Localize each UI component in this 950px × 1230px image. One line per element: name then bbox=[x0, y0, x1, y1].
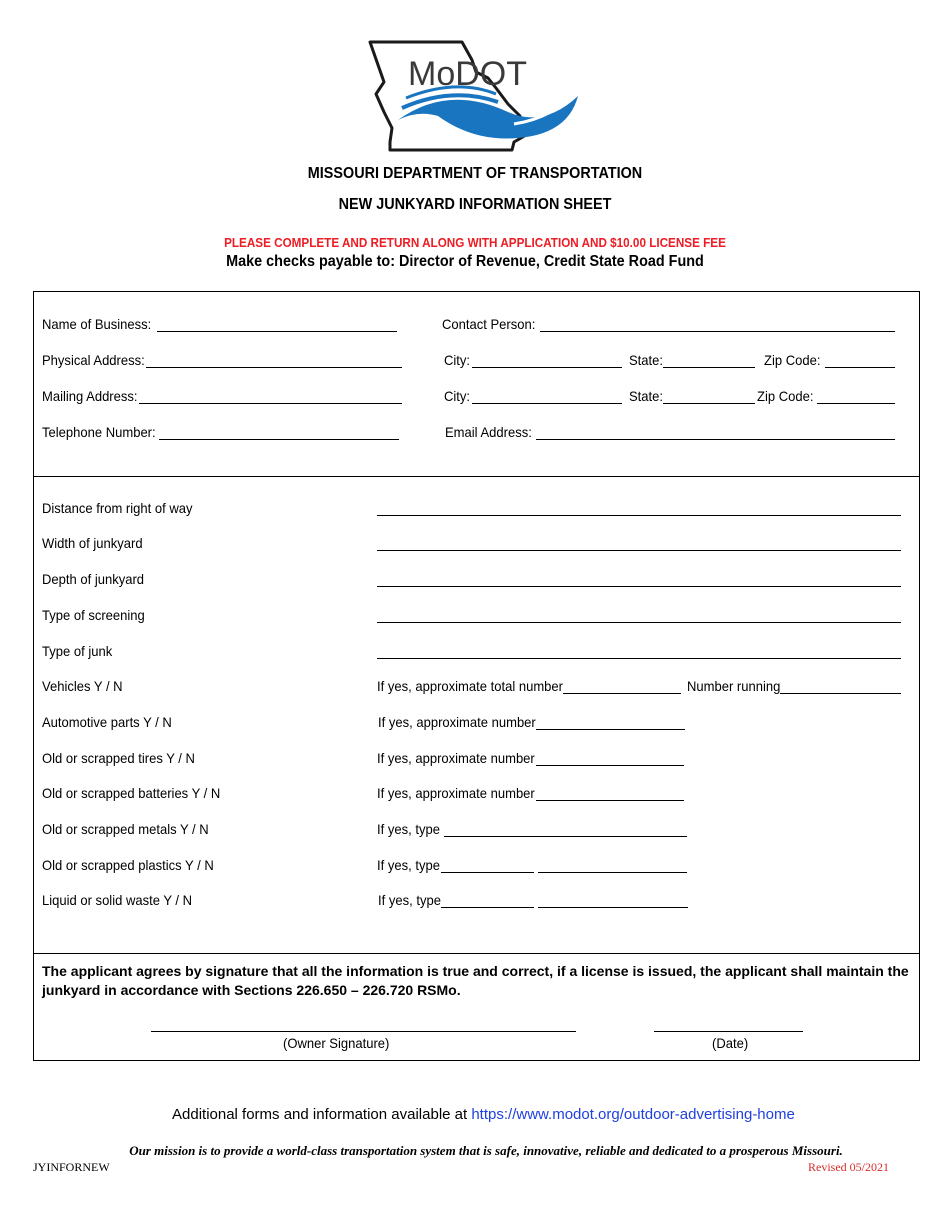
plastics-type-field-1[interactable] bbox=[441, 872, 534, 873]
mailing-city-field[interactable] bbox=[472, 403, 622, 404]
screening-label: Type of screening bbox=[42, 607, 145, 623]
mailing-zip-label: Zip Code: bbox=[757, 388, 814, 404]
junk-type-field[interactable] bbox=[377, 658, 901, 659]
additional-info bbox=[172, 1106, 795, 1123]
distance-field[interactable] bbox=[377, 515, 901, 516]
mailing-city-label: City: bbox=[444, 388, 471, 404]
distance-label: Distance from right of way bbox=[42, 500, 193, 516]
vehicles-running-label: Number running bbox=[687, 678, 781, 694]
physical-zip-label: Zip Code: bbox=[764, 352, 821, 368]
business-name-label: Name of Business: bbox=[42, 316, 152, 332]
vehicles-running-field[interactable] bbox=[780, 693, 901, 694]
physical-address-field[interactable] bbox=[146, 367, 402, 368]
agreement-text: The applicant agrees by signature that all the information is true and correct, if a license is issued, the applicant shall maintain the junkyard in accordance with Sections 226.650 – 226.720 RSMo. bbox=[42, 963, 909, 998]
parts-approx-label: If yes, approximate number bbox=[378, 714, 536, 730]
form-title: NEW JUNKYARD INFORMATION SHEET bbox=[338, 196, 612, 213]
depth-label: Depth of junkyard bbox=[42, 571, 145, 587]
waste-type-field-1[interactable] bbox=[441, 907, 534, 908]
batteries-approx-field[interactable] bbox=[536, 800, 684, 801]
mailing-state-label: State: bbox=[629, 388, 664, 404]
screening-field[interactable] bbox=[377, 622, 901, 623]
email-label: Email Address: bbox=[445, 424, 532, 440]
tires-approx-label: If yes, approximate number bbox=[377, 750, 535, 766]
metals-label: Old or scrapped metals Y / N bbox=[42, 821, 209, 837]
business-name-field[interactable] bbox=[157, 331, 397, 332]
form-code: JYINFORNEW bbox=[33, 1160, 110, 1174]
metals-type-field[interactable] bbox=[444, 836, 687, 837]
physical-city-label: City: bbox=[444, 352, 471, 368]
mailing-zip-field[interactable] bbox=[817, 403, 895, 404]
date-field[interactable] bbox=[654, 1031, 803, 1032]
payable-to: Make checks payable to: Director of Revenue, Credit State Road Fund bbox=[226, 253, 704, 270]
waste-label: Liquid or solid waste Y / N bbox=[42, 892, 193, 908]
email-field[interactable] bbox=[536, 439, 895, 440]
physical-state-field[interactable] bbox=[663, 367, 755, 368]
physical-state-label: State: bbox=[629, 352, 664, 368]
parts-approx-field[interactable] bbox=[536, 729, 685, 730]
plastics-label: Old or scrapped plastics Y / N bbox=[42, 857, 214, 873]
vehicles-total-field[interactable] bbox=[563, 693, 681, 694]
fee-notice: PLEASE COMPLETE AND RETURN ALONG WITH APPLICATION AND $10.00 LICENSE FEE bbox=[224, 235, 726, 250]
metals-type-label: If yes, type bbox=[377, 821, 440, 837]
width-field[interactable] bbox=[377, 550, 901, 551]
depth-field[interactable] bbox=[377, 586, 901, 587]
revision-date: Revised 05/2021 bbox=[808, 1160, 889, 1174]
physical-address-label: Physical Address: bbox=[42, 352, 145, 368]
batteries-approx-label: If yes, approximate number bbox=[377, 785, 535, 801]
telephone-label: Telephone Number: bbox=[42, 424, 156, 440]
tires-approx-field[interactable] bbox=[536, 765, 684, 766]
contact-person-label: Contact Person: bbox=[442, 316, 536, 332]
waste-type-label: If yes, type bbox=[378, 892, 441, 908]
physical-city-field[interactable] bbox=[472, 367, 622, 368]
owner-signature-field[interactable] bbox=[151, 1031, 576, 1032]
width-label: Width of junkyard bbox=[42, 535, 143, 551]
vehicles-label: Vehicles Y / N bbox=[42, 678, 123, 694]
vehicles-total-label: If yes, approximate total number bbox=[377, 678, 563, 694]
additional-info-text: Additional forms and information available at bbox=[172, 1106, 468, 1123]
mission-statement: Our mission is to provide a world-class transportation system that is safe, innovative, reliable and dedicated to a prosperous Missouri. bbox=[129, 1143, 843, 1158]
owner-signature-label: (Owner Signature) bbox=[283, 1035, 390, 1051]
logo-wordmark: MoDOT bbox=[408, 55, 527, 93]
date-label: (Date) bbox=[712, 1035, 749, 1051]
plastics-type-label: If yes, type bbox=[377, 857, 440, 873]
tires-label: Old or scrapped tires Y / N bbox=[42, 750, 195, 766]
mailing-address-label: Mailing Address: bbox=[42, 388, 138, 404]
waste-type-field-2[interactable] bbox=[538, 907, 688, 908]
batteries-label: Old or scrapped batteries Y / N bbox=[42, 785, 221, 801]
physical-zip-field[interactable] bbox=[825, 367, 895, 368]
mailing-address-field[interactable] bbox=[139, 403, 402, 404]
mailing-state-field[interactable] bbox=[663, 403, 755, 404]
department-title: MISSOURI DEPARTMENT OF TRANSPORTATION bbox=[307, 165, 643, 182]
telephone-field[interactable] bbox=[159, 439, 399, 440]
junk-type-label: Type of junk bbox=[42, 643, 113, 659]
contact-person-field[interactable] bbox=[540, 331, 895, 332]
wave-1 bbox=[398, 96, 578, 139]
parts-label: Automotive parts Y / N bbox=[42, 714, 172, 730]
plastics-type-field-2[interactable] bbox=[538, 872, 687, 873]
modot-logo bbox=[368, 38, 584, 154]
website-link[interactable]: https://www.modot.org/outdoor-advertising-home bbox=[471, 1106, 795, 1123]
